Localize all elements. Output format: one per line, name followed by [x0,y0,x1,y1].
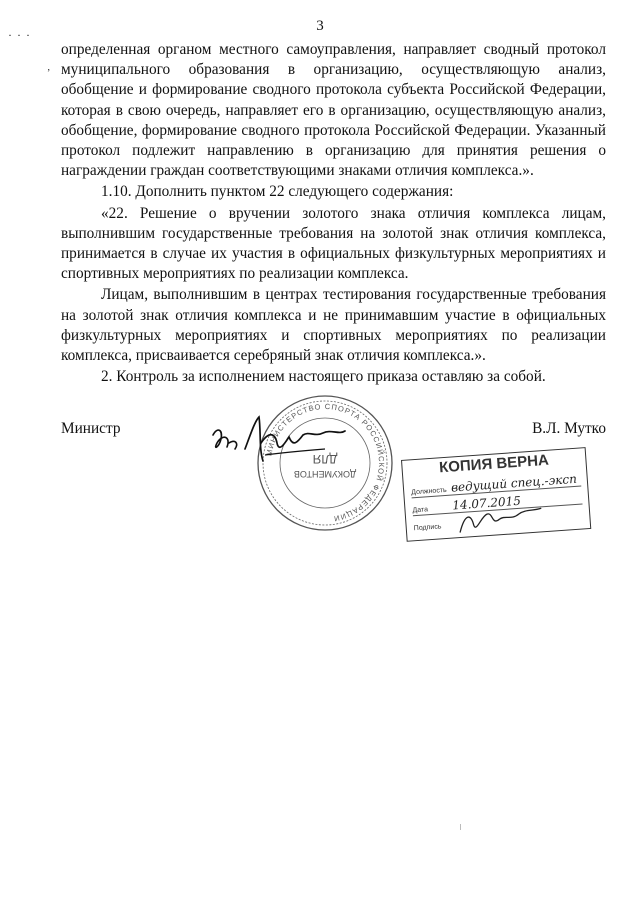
stamp-position-value: ведущий спец.-эксп [450,471,578,495]
stamp-date-value: 14.07.2015 [451,493,522,513]
signature-name: В.Л. Мутко [532,420,606,437]
scan-marks: ‚ [47,62,51,73]
minister-signature [205,413,350,473]
page-number: 3 [316,18,324,34]
scan-marks: · · · [8,28,31,42]
stamp-signature-label: Подпись [413,523,442,533]
stamp-signature [455,502,547,538]
copy-certified-stamp [401,447,591,542]
paragraph-point-22: «22. Решение о вручении золотого знака отличия комплекса лицам, выполнившим государственные требования на золотой знак отличия комплекса, принимается в случае их участия в официальных физкультурных мероприятиях и спортивных мероприятиях по реализации комплекса. [61,204,606,283]
scan-artifact [460,824,461,830]
svg-text:ДОКУМЕНТОВ: ДОКУМЕНТОВ [293,469,357,479]
stamp-date-label: Дата [412,506,429,515]
paragraph-item-1-10: 1.10. Дополнить пунктом 22 следующего содержания: [101,183,454,201]
stamp-title: КОПИЯ ВЕРНА [438,451,550,477]
svg-text:ДЛЯ: ДЛЯ [312,452,338,466]
paragraph-silver-badge: Лицам, выполнившим в центрах тестирования государственные требования на золотой знак отличия комплекса и не принимавшим участие в официальных физкультурных мероприятиях и спортивных мероприятиях по реализации комплекса, присваивается серебряный знак отличия комплекса.». [61,286,606,365]
document-body [61,40,606,387]
signature-position-title: Министр [61,420,121,437]
paragraph-continuation: определенная органом местного самоуправления, направляет сводный протокол муниципального образования в организацию, осуществляющую анализ, обобщение и формирование сводного протокола субъекта Российской Федерации, которая в свою очередь, направляет его в организацию, осуществляющую анализ, обобщение, формирование сводного протокола Российской Федерации. Указанный протокол подлежит направлению в организацию для принятия решения о награждении граждан соответствующими знаками отличия комплекса.». [61,41,606,180]
stamp-position-label: Должность [411,486,447,497]
paragraph-control: 2. Контроль за исполнением настоящего приказа оставляю за собой. [101,368,546,386]
svg-text:МИНИСТЕРСТВО СПОРТА РОССИЙСКОЙ: МИНИСТЕРСТВО СПОРТА РОССИЙСКОЙ ФЕДЕРАЦИИ [264,401,387,524]
